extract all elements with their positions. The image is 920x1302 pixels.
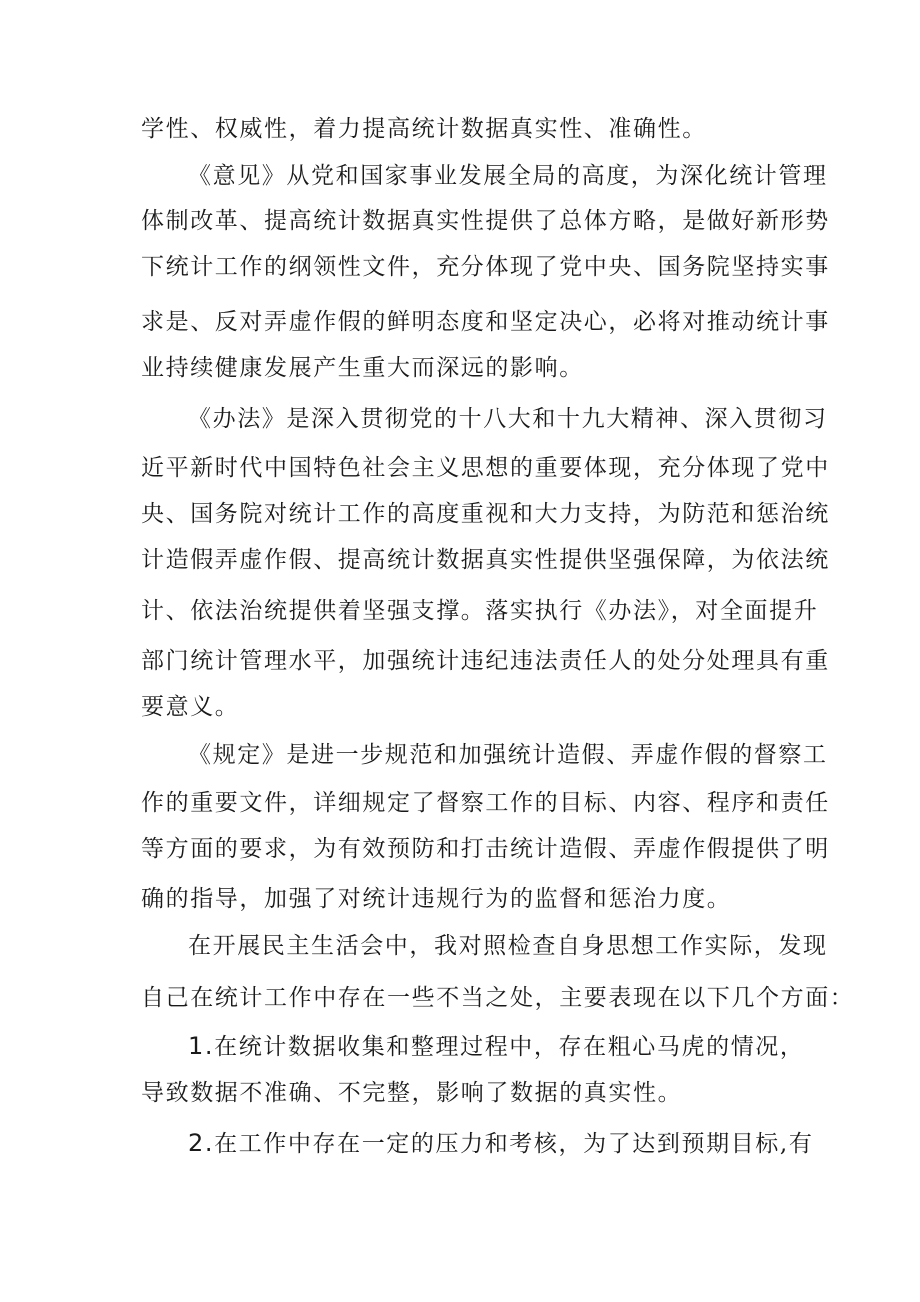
list-number: 2. <box>188 1129 215 1157</box>
list-item-1 <box>188 1031 805 1062</box>
text-line: 自己在统计工作中存在一些不当之处，主要表现在以下几个方面： <box>141 985 855 1011</box>
text-line: 计造假弄虚作假、提高统计数据真实性提供坚强保障，为依法统 <box>141 547 830 573</box>
text-line: 确的指导，加强了对统计违规行为的监督和惩治力度。 <box>141 886 732 912</box>
text-line: 求是、反对弄虚作假的鲜明态度和坚定决心，必将对推动统计事 <box>141 309 830 335</box>
paragraph-self-check-line: 在开展民主生活会中，我对照检查自身思想工作实际，发现 <box>188 933 828 959</box>
paragraph-yijian-line: 《意见》从党和国家事业发展全局的高度，为深化统计管理 <box>188 163 828 189</box>
text-line: 学性、权威性，着力提高统计数据真实性、准确性。 <box>141 116 707 142</box>
text-line: 业持续健康发展产生重大而深远的影响。 <box>141 355 584 381</box>
list-item-text: 在统计数据收集和整理过程中，存在粗心马虎的情况， <box>214 1034 805 1060</box>
text-line: 下统计工作的纲领性文件，充分体现了党中央、国务院坚持实事 <box>141 254 830 280</box>
list-item-text: 在工作中存在一定的压力和考核，为了达到预期目标,有 <box>214 1131 814 1157</box>
text-line: 等方面的要求，为有效预防和打击统计造假、弄虚作假提供了明 <box>141 836 830 862</box>
text-line: 导致数据不准确、不完整，影响了数据的真实性。 <box>141 1080 683 1106</box>
list-number: 1. <box>188 1032 215 1060</box>
text-line: 体制改革、提高统计数据真实性提供了总体方略，是做好新形势 <box>141 208 830 234</box>
text-line: 计、依法治统提供着坚强支撑。落实执行《办法》，对全面提升 <box>141 598 819 624</box>
text-line: 要意义。 <box>141 694 240 720</box>
text-line: 作的重要文件，详细规定了督察工作的目标、内容、程序和责任 <box>141 790 830 816</box>
list-item-2 <box>188 1128 813 1159</box>
text-line: 央、国务院对统计工作的高度重视和大力支持，为防范和惩治统 <box>141 501 830 527</box>
paragraph-guiding-line: 《规定》是进一步规范和加强统计造假、弄虚作假的督察工 <box>188 742 828 768</box>
text-line: 部门统计管理水平，加强统计违纪违法责任人的处分处理具有重 <box>141 648 830 674</box>
text-line: 近平新时代中国特色社会主义思想的重要体现，充分体现了党中 <box>141 455 830 481</box>
paragraph-banfa-line: 《办法》是深入贯彻党的十八大和十九大精神、深入贯彻习 <box>188 406 828 432</box>
